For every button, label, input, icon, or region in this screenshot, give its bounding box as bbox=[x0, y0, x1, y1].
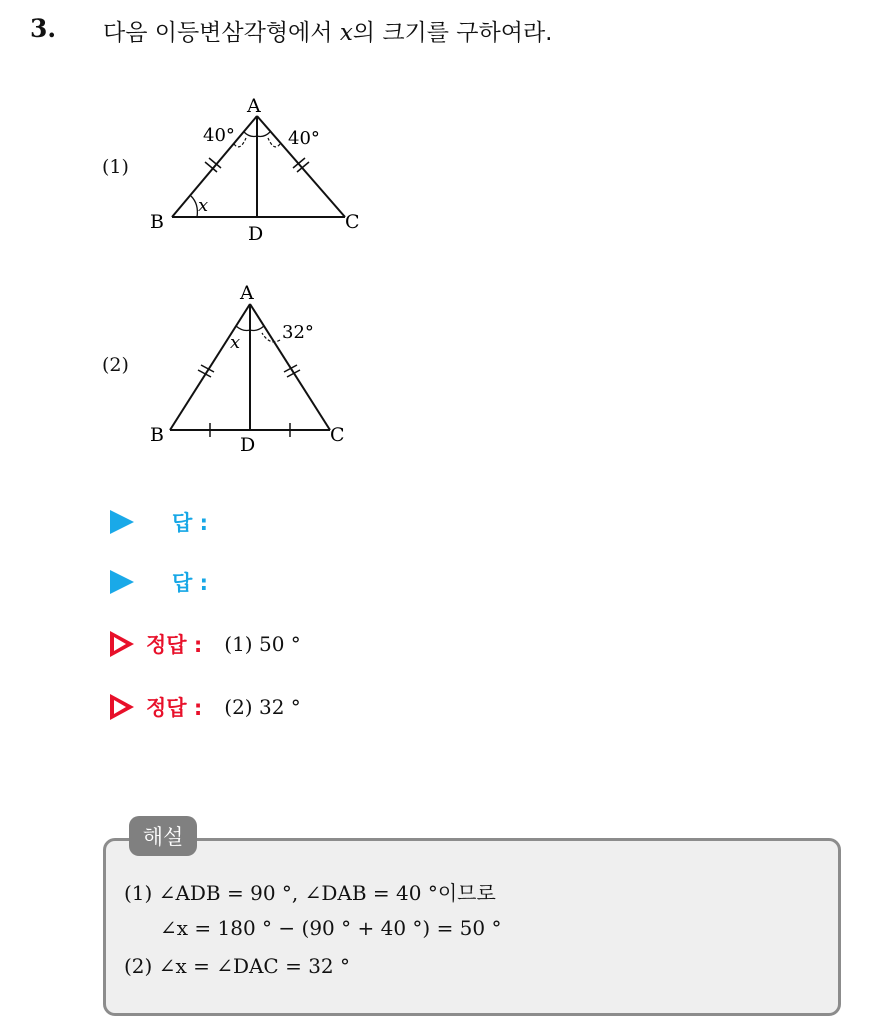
correct-answer-arrow-icon bbox=[110, 631, 134, 657]
fig2-vertex-c: C bbox=[330, 424, 345, 446]
fig2-vertex-d: D bbox=[240, 434, 256, 456]
correct-answer-2 bbox=[110, 692, 301, 722]
fig1-vertex-b: B bbox=[150, 211, 164, 233]
correct-answer-label: 정답 : bbox=[146, 633, 203, 657]
explanation-line-3: (2) ∠x = ∠DAC = 32 ° bbox=[124, 954, 351, 978]
figure-1-label: (1) bbox=[102, 156, 129, 178]
fig2-vertex-a: A bbox=[240, 282, 254, 304]
fig1-angle-right-label: 40° bbox=[288, 128, 320, 149]
answer-prompt-label: 답 : bbox=[172, 571, 208, 595]
fig1-vertex-a: A bbox=[247, 95, 261, 117]
fig1-x-label: x bbox=[198, 195, 209, 216]
answer-prompt-1[interactable] bbox=[110, 507, 208, 537]
question-text-before: 다음 이등변삼각형에서 bbox=[103, 20, 340, 46]
question-variable: x bbox=[339, 20, 353, 46]
correct-answer-value: (1) 50 ° bbox=[224, 632, 301, 656]
answer-arrow-icon bbox=[110, 510, 134, 534]
answer-prompt-label: 답 : bbox=[172, 511, 208, 535]
explanation-line-1: (1) ∠ADB = 90 °, ∠DAB = 40 °이므로 bbox=[124, 881, 496, 905]
fig2-angle-right-label: 32° bbox=[282, 322, 314, 343]
fig2-angle-arc-x bbox=[236, 326, 250, 331]
figure-2-label: (2) bbox=[102, 354, 129, 376]
explanation-tag: 해설 bbox=[129, 816, 197, 856]
fig2-x-label: x bbox=[230, 332, 241, 353]
answer-prompt-2[interactable] bbox=[110, 567, 208, 597]
question-number: 3. bbox=[30, 14, 57, 43]
fig2-angle-arc-right bbox=[250, 326, 264, 331]
fig2-vertex-b: B bbox=[150, 424, 164, 446]
answer-arrow-icon bbox=[110, 570, 134, 594]
correct-answer-1 bbox=[110, 629, 301, 659]
fig1-vertex-c: C bbox=[345, 211, 360, 233]
correct-answer-label: 정답 : bbox=[146, 696, 203, 720]
fig1-angle-left-label: 40° bbox=[203, 125, 235, 146]
explanation-line-2: ∠x = 180 ° − (90 ° + 40 °) = 50 ° bbox=[160, 916, 502, 940]
correct-answer-value: (2) 32 ° bbox=[224, 695, 301, 719]
question-text-after: 의 크기를 구하여라. bbox=[352, 20, 553, 46]
correct-answer-arrow-icon bbox=[110, 694, 134, 720]
fig1-vertex-d: D bbox=[248, 223, 264, 245]
fig2-side-ab bbox=[170, 304, 250, 430]
